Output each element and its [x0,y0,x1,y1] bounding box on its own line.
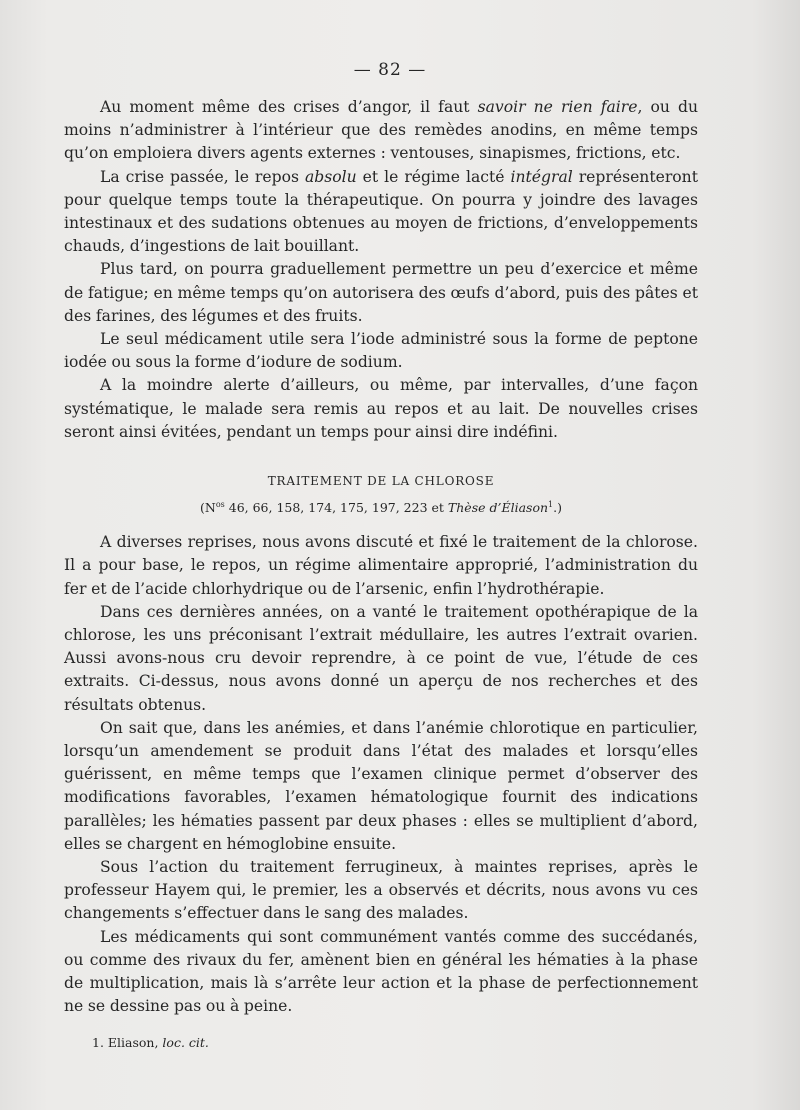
paragraph: Sous l’action du traitement ferrugineux, à maintes reprises, après le professeur Hayem qui, le premier, les a observés et décrits, nous avons vu ces changements s’effectuer dans le sang des malades. [64,858,698,923]
page-number: — 82 — [353,60,427,80]
body-text [64,96,698,1052]
paragraph: On sait que, dans les anémies, et dans l’anémie chlorotique en particulier, lorsqu’un amendement se produit dans l’état des malades et lorsqu’elles guérissent, en même temps que l’examen clinique permet d’observer des modifications favorables, l’examen hématologique fournit des indications parallèles; les hématies passent par deux phases : elles se multiplient d’abord, elles se chargent en hémoglobine ensuite. [64,718,698,853]
intro-paragraphs [64,96,698,444]
section-subtitle: ($N^{os}$ 46, 66, 158, 174, 175, 197, 223 et Thèse d’Éliason$^1$.) [200,500,562,516]
section-paragraphs [64,531,698,1018]
paragraph: A la moindre alerte d’ailleurs, ou même, par intervalles, d’une façon systématique, le malade sera remis au repos et au lait. De nouvelles crises seront ainsi évitées, pendant un temps pour ainsi dire indéfini. [64,376,698,441]
paragraph: La crise passée, le repos absolu et le régime lacté intégral représenteront pour quelque temps toute la thérapeutique. On pourra y joindre des lavages intestinaux et des sudations obtenues au moyen de frictions, d’enveloppements chauds, d’ingestions de lait bouillant. [64,167,698,256]
paragraph: Le seul médicament utile sera l’iode administré sous la forme de peptone iodée ou sous la forme d’iodure de sodium. [64,330,698,372]
section-title: TRAITEMENT DE LA CHLOROSE [267,474,495,489]
paragraph: Au moment même des crises d’angor, il faut savoir ne rien faire, ou du moins n’administrer à l’intérieur que des remèdes anodins, en même temps qu’on emploiera divers agents externes : ventouses, sinapismes, frictions, etc. [64,98,698,163]
footnote: 1. Eliason, loc. cit. [92,1035,209,1051]
paragraph: A diverses reprises, nous avons discuté et fixé le traitement de la chlorose. Il a pour base, le repos, un régime alimentaire approprié, l’administration du fer et de l’acide chlorhydrique ou de l’arsenic, enfin l’hydrothérapie. [64,533,698,598]
paragraph: Les médicaments qui sont communément vantés comme des succédanés, ou comme des rivaux du fer, amènent bien en général les hématies à la phase de multiplication, mais là s’arrête leur action et la phase de perfectionnement ne se dessine pas ou à peine. [64,927,698,1016]
paragraph: Plus tard, on pourra graduellement permettre un peu d’exercice et même de fatigue; en même temps qu’on autorisera des œufs d’abord, puis des pâtes et des farines, des légumes et des fruits. [64,260,698,325]
paragraph: Dans ces dernières années, on a vanté le traitement opothérapique de la chlorose, les uns préconisant l’extrait médullaire, les autres l’extrait ovarien. Aussi avons-nous cru devoir reprendre, à ce point de vue, l’étude de ces extraits. Ci-dessus, nous avons donné un aperçu de nos recherches et des résultats obtenus. [64,602,698,714]
